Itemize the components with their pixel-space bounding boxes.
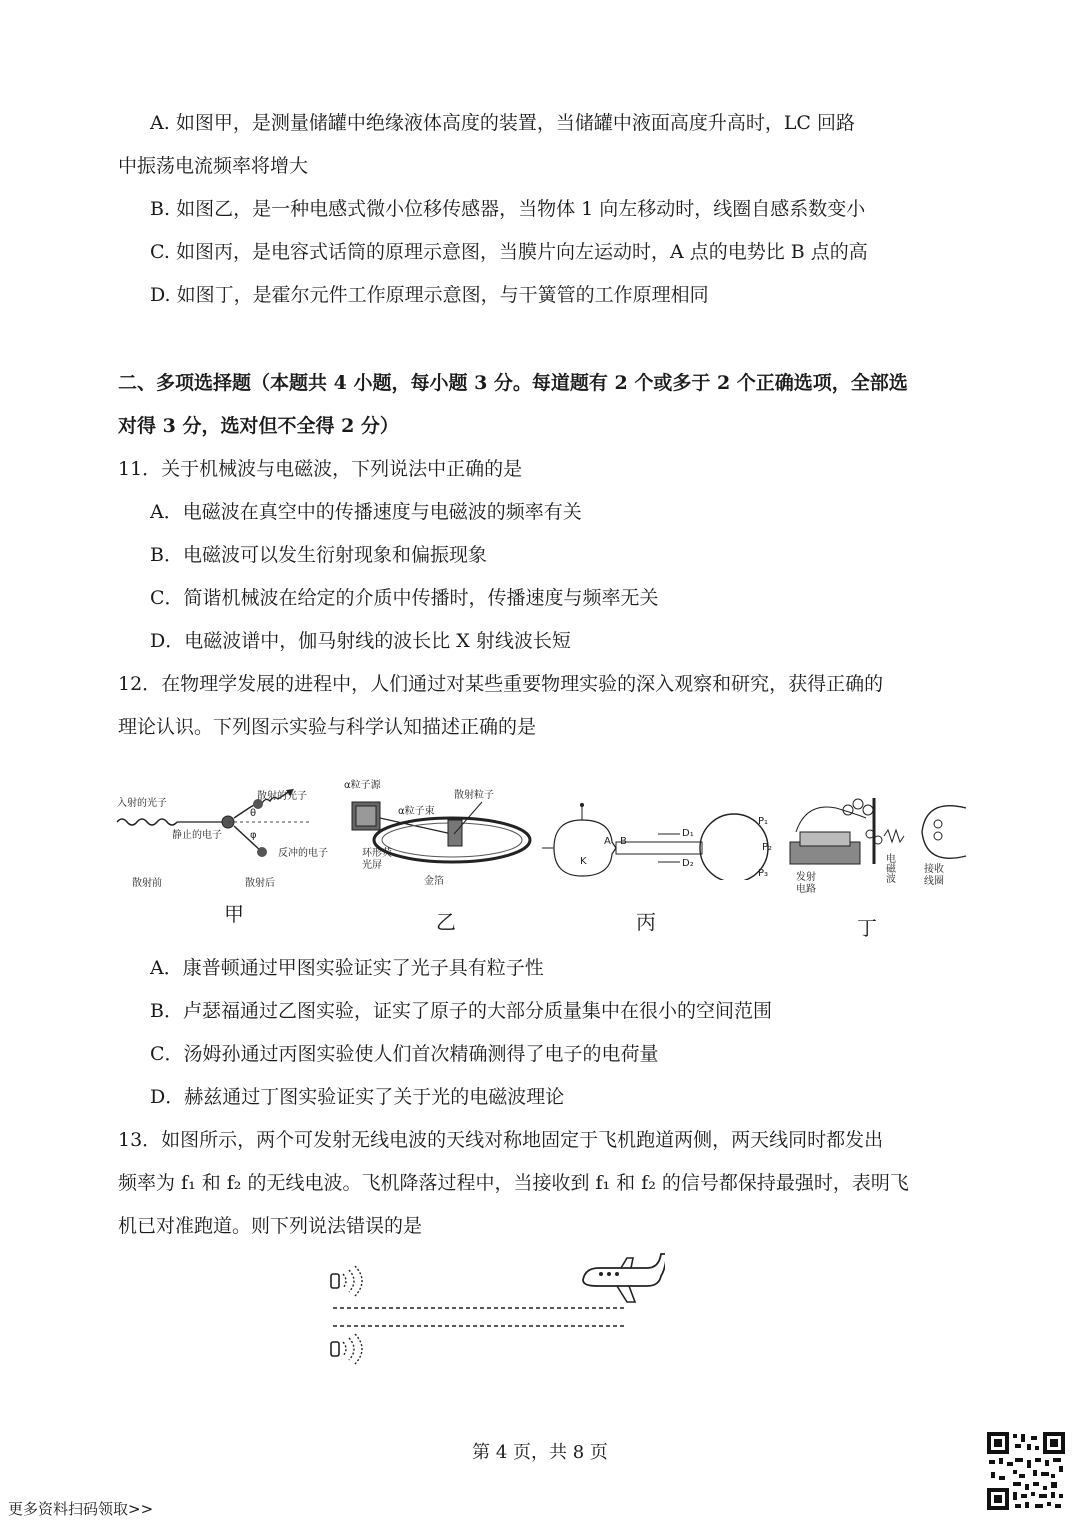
figure-ding-hertz <box>786 788 970 900</box>
qr-code-icon[interactable] <box>985 1430 1067 1512</box>
ding-wave-label-2: 磁 <box>886 864 896 875</box>
promo-text: 更多资料扫码领取>> <box>8 1500 154 1518</box>
ding-transmit-label-2: 电路 <box>796 884 816 895</box>
bing-p1-label: P₁ <box>758 816 769 827</box>
antenna-bottom-icon <box>331 1334 362 1364</box>
jia-after-label: 散射后 <box>245 878 275 889</box>
q13-stem-line1: 13．如图所示，两个可发射无线电波的天线对称地固定于飞机跑道两侧，两天线同时都发出 <box>118 1129 884 1151</box>
bing-neck <box>616 842 702 854</box>
bing-top-dot <box>580 803 584 807</box>
jia-scattered-photon-label: 散射的光子 <box>257 791 307 802</box>
q12-option-b: B．卢瑟福通过乙图实验，证实了原子的大部分质量集中在很小的空间范围 <box>150 1000 772 1022</box>
q10-option-b-letter: B. <box>150 198 171 220</box>
q11-option-d: D．电磁波谱中，伽马射线的波长比 X 射线波长短 <box>150 630 571 652</box>
jia-before-label: 散射前 <box>132 878 162 889</box>
jia-recoil-dot <box>257 847 267 857</box>
figure-ding-label: 丁 <box>857 916 877 940</box>
ding-sphere-2 <box>853 799 863 809</box>
section2-heading-line1: 二、多项选择题（本题共 4 小题，每小题 3 分。每道题有 2 个或多于 2 个正确选项，全部选 <box>118 372 908 394</box>
jia-theta: θ <box>250 808 257 819</box>
q10-option-c-text: 如图丙，是电容式话筒的原理示意图，当膜片向左运动时，A 点的电势比 B 点的高 <box>175 241 868 263</box>
q10-option-b-text: 如图乙，是一种电感式微小位移传感器，当物体 1 向左移动时，线圈自感系数变小 <box>176 198 866 220</box>
q10-option-d-letter: D. <box>150 284 171 306</box>
ding-wave-label-3: 波 <box>886 874 896 885</box>
q12-option-d: D．赫兹通过丁图实验证实了关于光的电磁波理论 <box>150 1086 565 1108</box>
ding-coil <box>800 832 850 846</box>
q10-option-a-text: 如图甲，是测量储罐中绝缘液体高度的装置，当储罐中液面高度升高时，LC 回路 <box>175 112 856 134</box>
jia-incident-label: 入射的光子 <box>117 798 167 809</box>
bing-b-label: B <box>620 836 627 847</box>
q11-option-a: A．电磁波在真空中的传播速度与电磁波的频率有关 <box>150 501 582 523</box>
q10-option-d-text: 如图丁，是霍尔元件工作原理示意图，与干簧管的工作原理相同 <box>176 284 709 306</box>
q10-option-c <box>150 239 868 265</box>
figure-jia-compton <box>112 780 347 900</box>
yi-source-label: α粒子源 <box>344 780 381 791</box>
q12-stem-line2: 理论认识。下列图示实验与科学认知描述正确的是 <box>118 716 537 738</box>
figure-jia-label: 甲 <box>224 902 244 926</box>
page-footer: 第 4 页，共 8 页 <box>472 1442 608 1463</box>
antenna-top-icon <box>331 1266 362 1296</box>
figure-bing-crt <box>540 800 780 880</box>
figure-yi-rutherford <box>342 776 537 906</box>
figure-bing-label: 丙 <box>636 910 656 934</box>
yi-source-inner <box>356 806 376 826</box>
ding-receive-ball-2 <box>934 832 942 840</box>
bing-bulb <box>554 820 616 876</box>
jia-incident-wave <box>117 819 177 825</box>
jia-recoil-label: 反冲的电子 <box>278 848 328 859</box>
q11-stem: 11．关于机械波与电磁波，下列说法中正确的是 <box>118 458 523 480</box>
ding-receive-label-1: 接收 <box>924 864 944 875</box>
q12-stem-line1: 12．在物理学发展的进程中，人们通过对某些重要物理实验的深入观察和研究，获得正确的 <box>118 673 884 695</box>
yi-scattered-label: 散射粒子 <box>454 790 494 801</box>
q10-option-a-cont: 中振荡电流频率将增大 <box>118 155 309 177</box>
q12-option-c: C．汤姆孙通过丙图实验使人们首次精确测得了电子的电荷量 <box>150 1043 659 1065</box>
figure-q13-runway <box>325 1250 665 1370</box>
ding-sphere-1 <box>843 805 853 815</box>
section2-heading-line2: 对得 3 分，选对但不全得 2 分） <box>118 415 399 437</box>
ding-wave-label-1: 电 <box>886 854 896 865</box>
ding-receive-label-2: 线圈 <box>924 876 944 887</box>
ding-receive-loop <box>922 806 966 859</box>
airplane-icon <box>583 1254 665 1302</box>
ding-transmit-label-1: 发射 <box>796 872 816 883</box>
jia-electron-rest-label: 静止的电子 <box>172 830 222 841</box>
ding-receive-ball-1 <box>934 820 942 828</box>
bing-d1-label: D₁ <box>682 828 694 839</box>
jia-recoil-path <box>234 826 262 852</box>
q11-option-b: B．电磁波可以发生衍射现象和偏振现象 <box>150 544 487 566</box>
bing-p3-label: P₃ <box>758 868 769 879</box>
ding-wire-1 <box>796 807 866 832</box>
q13-stem-line2: 频率为 f₁ 和 f₂ 的无线电波。飞机降落过程中，当接收到 f₁ 和 f₂ 的信号都保持最强时，表明飞 <box>118 1172 909 1194</box>
ding-sphere-3 <box>863 805 873 815</box>
q12-option-a: A．康普顿通过甲图实验证实了光子具有粒子性 <box>150 957 544 979</box>
q10-option-c-letter: C. <box>150 241 170 263</box>
bing-p2-label: P₂ <box>762 842 773 853</box>
yi-screen-label-2: 光屏 <box>362 860 382 871</box>
figure-yi-label: 乙 <box>436 910 456 934</box>
bing-a-label: A <box>604 836 611 847</box>
q10-option-a <box>150 110 855 136</box>
q10-option-b <box>150 196 865 222</box>
yi-beam-label: α粒子束 <box>398 806 435 817</box>
ding-spark <box>884 830 904 842</box>
yi-foil-label: 金箔 <box>424 876 444 887</box>
q11-option-c: C．简谐机械波在给定的介质中传播时，传播速度与频率无关 <box>150 587 659 609</box>
q10-option-a-letter: A. <box>150 112 170 134</box>
yi-screen-label-1: 环形荧 <box>362 848 392 859</box>
bing-k-label: K <box>580 856 587 867</box>
q13-stem-line3: 机已对准跑道。则下列说法错误的是 <box>118 1215 423 1237</box>
jia-phi: φ <box>250 830 257 841</box>
q10-option-d <box>150 282 709 308</box>
bing-d2-label: D₂ <box>682 858 694 869</box>
